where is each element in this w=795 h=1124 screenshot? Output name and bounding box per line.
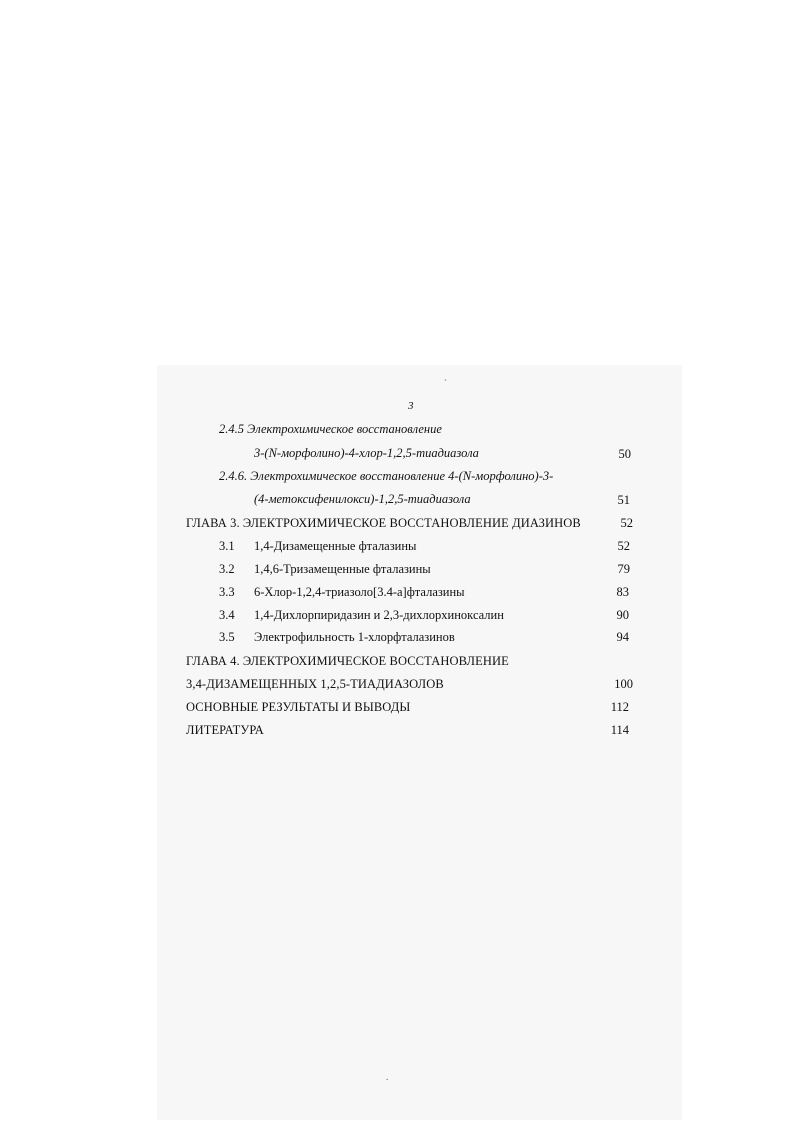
- toc-item-number: 3.5: [219, 630, 235, 644]
- toc-entry-2-4-5-line1: 2.4.5 Электрохимическое восстановление: [219, 422, 442, 436]
- toc-item-title: 1,4-Дихлорпиридазин и 2,3-дихлорхиноксалин: [254, 608, 504, 622]
- toc-item-page: 90: [616, 608, 629, 622]
- page-number: 3: [408, 400, 414, 412]
- toc-page-2-4-5: 50: [618, 447, 631, 461]
- toc-item-page: 83: [616, 585, 629, 599]
- toc-page-chapter-4: 100: [614, 677, 633, 691]
- toc-item-number: 3.4: [219, 608, 235, 622]
- toc-chapter-3: ГЛАВА 3. ЭЛЕКТРОХИМИЧЕСКОЕ ВОССТАНОВЛЕНИЕ ДИАЗИНОВ: [186, 516, 581, 530]
- toc-item-number: 3.3: [219, 585, 235, 599]
- toc-entry-2-4-6-line2: (4-метоксифенилокси)-1,2,5-тиадиазола: [254, 492, 471, 506]
- scan-speck: .: [386, 1072, 389, 1082]
- toc-page-literature: 114: [610, 723, 629, 737]
- toc-chapter-4-line1: ГЛАВА 4. ЭЛЕКТРОХИМИЧЕСКОЕ ВОССТАНОВЛЕНИЕ: [186, 654, 509, 668]
- toc-item-page: 79: [617, 562, 630, 576]
- toc-chapter-4-line2: 3,4-ДИЗАМЕЩЕННЫХ 1,2,5-ТИАДИАЗОЛОВ: [186, 677, 444, 691]
- toc-item-page: 94: [616, 630, 629, 644]
- toc-item-title: 1,4,6-Тризамещенные фталазины: [254, 562, 431, 576]
- toc-entry-2-4-5-line2: 3-(N-морфолино)-4-хлор-1,2,5-тиадиазола: [254, 446, 479, 460]
- toc-item-title: 1,4-Дизамещенные фталазины: [254, 539, 417, 553]
- toc-entry-2-4-6-line1: 2.4.6. Электрохимическое восстановление 4-(N-морфолино)-3-: [219, 469, 554, 483]
- toc-item-title: Электрофильность 1-хлорфталазинов: [254, 630, 455, 644]
- toc-results: ОСНОВНЫЕ РЕЗУЛЬТАТЫ И ВЫВОДЫ: [186, 700, 411, 714]
- toc-item-number: 3.2: [219, 562, 235, 576]
- toc-literature: ЛИТЕРАТУРА: [186, 723, 264, 737]
- toc-item-title: 6-Хлор-1,2,4-триазоло[3.4-а]фталазины: [254, 585, 465, 599]
- scan-speck: `: [444, 378, 447, 388]
- toc-page-2-4-6: 51: [617, 493, 630, 507]
- toc-item-number: 3.1: [219, 539, 235, 553]
- toc-item-page: 52: [617, 539, 630, 553]
- toc-page-results: 112: [610, 700, 629, 714]
- toc-page-chapter-3: 52: [620, 516, 633, 530]
